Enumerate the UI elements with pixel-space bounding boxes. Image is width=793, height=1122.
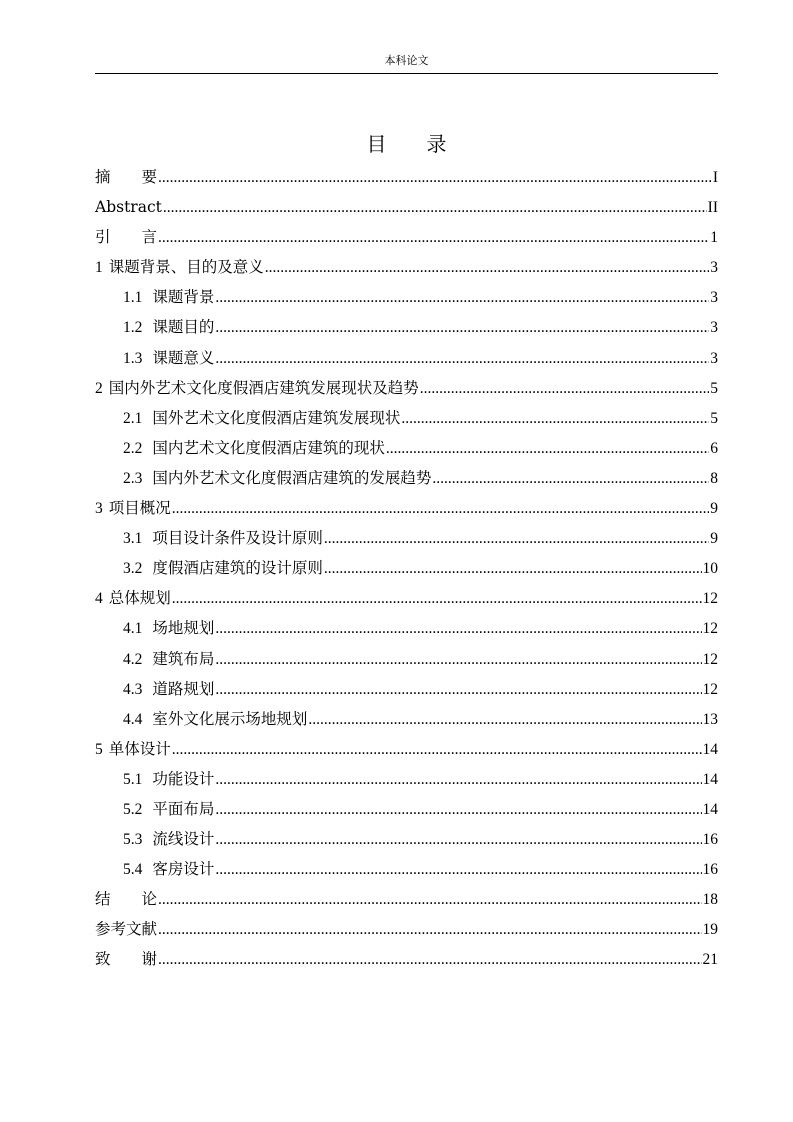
toc-entry[interactable] bbox=[95, 764, 718, 794]
toc-entry-label: 课题背景 bbox=[152, 288, 215, 307]
toc-entry-label: 场地规划 bbox=[152, 619, 215, 638]
toc-entry-label: 平面布局 bbox=[152, 799, 215, 818]
toc-entry[interactable] bbox=[95, 252, 718, 282]
toc-entry-page-number: 21 bbox=[702, 951, 718, 969]
toc-entry[interactable] bbox=[95, 312, 718, 342]
toc-entry-page-number: I bbox=[712, 169, 718, 186]
toc-entry-label: Abstract bbox=[95, 198, 162, 217]
toc-entry[interactable] bbox=[95, 433, 718, 463]
toc-entry-label: 课题目的 bbox=[152, 318, 215, 337]
toc-entry[interactable] bbox=[95, 824, 718, 854]
toc-entry-page-number: 14 bbox=[702, 800, 718, 818]
toc-entry[interactable] bbox=[95, 162, 718, 192]
toc-entry-number: 4.1 bbox=[123, 620, 143, 638]
toc-dot-leader bbox=[158, 223, 709, 253]
toc-entry-label: 国内外艺术文化度假酒店建筑的发展趋势 bbox=[152, 468, 432, 487]
toc-entry-number: 3.1 bbox=[123, 530, 143, 548]
toc-entry-number: 3 bbox=[95, 500, 103, 518]
toc-entry[interactable] bbox=[95, 734, 718, 764]
toc-entry-page-number: 1 bbox=[710, 229, 718, 247]
toc-entry-number: 5.1 bbox=[123, 770, 143, 788]
toc-entry-label: 建筑布局 bbox=[152, 649, 215, 668]
toc-entry-label: 功能设计 bbox=[152, 769, 215, 788]
toc-dot-leader bbox=[215, 855, 701, 885]
toc-entry-label: 总体规划 bbox=[108, 589, 171, 608]
toc-entry-page-number: 3 bbox=[710, 259, 718, 277]
toc-entry[interactable] bbox=[95, 854, 718, 884]
toc-dot-leader bbox=[172, 584, 702, 614]
toc-entry-label: 国外艺术文化度假酒店建筑发展现状 bbox=[152, 408, 401, 427]
toc-dot-leader bbox=[215, 645, 701, 675]
toc-dot-leader bbox=[432, 464, 709, 494]
running-header: 本科论文 bbox=[384, 54, 429, 67]
toc-entry-page-number: 3 bbox=[710, 349, 718, 367]
toc-entry-number: 4.2 bbox=[123, 650, 143, 668]
toc-entry-page-number: 14 bbox=[702, 770, 718, 788]
toc-entry[interactable] bbox=[95, 704, 718, 734]
toc-entry-page-number: 8 bbox=[710, 469, 718, 487]
toc-dot-leader bbox=[215, 614, 701, 644]
toc-entry-page-number: 12 bbox=[702, 590, 718, 608]
toc-entry[interactable] bbox=[95, 553, 718, 583]
toc-entry-label: 课题背景、目的及意义 bbox=[108, 258, 264, 277]
toc-entry-page-number: 3 bbox=[710, 319, 718, 337]
toc-entry-page-number: 9 bbox=[710, 530, 718, 548]
toc-entry-label: 课题意义 bbox=[152, 348, 215, 367]
toc-entry-label: 项目设计条件及设计原则 bbox=[152, 529, 323, 548]
toc-dot-leader bbox=[158, 915, 701, 945]
toc-dot-leader bbox=[324, 554, 702, 584]
toc-entry-number: 3.2 bbox=[123, 560, 143, 578]
toc-dot-leader bbox=[172, 494, 709, 524]
toc-entry-page-number: 5 bbox=[710, 409, 718, 427]
toc-entry-page-number: II bbox=[707, 199, 718, 217]
toc-entry-label: 摘 要 bbox=[95, 168, 158, 186]
toc-entry[interactable] bbox=[95, 373, 718, 403]
toc-entry-label: 致 谢 bbox=[95, 950, 158, 969]
toc-entry-number: 1.2 bbox=[123, 319, 143, 337]
toc-dot-leader bbox=[215, 344, 709, 374]
toc-entry-label: 室外文化展示场地规划 bbox=[152, 709, 308, 728]
toc-entry[interactable] bbox=[95, 222, 718, 252]
toc-dot-leader bbox=[163, 193, 707, 223]
toc-dot-leader bbox=[158, 163, 712, 193]
header-rule bbox=[95, 73, 718, 74]
toc-entry[interactable] bbox=[95, 583, 718, 613]
toc-entry-label: 单体设计 bbox=[108, 739, 171, 758]
toc-entry-label: 引 言 bbox=[95, 228, 158, 247]
toc-dot-leader bbox=[215, 825, 701, 855]
toc-dot-leader bbox=[215, 675, 701, 705]
toc-dot-leader bbox=[265, 253, 709, 283]
toc-dot-leader bbox=[420, 374, 709, 404]
toc-entry-label: 参考文献 bbox=[95, 920, 158, 939]
toc-entry[interactable] bbox=[95, 674, 718, 704]
toc-entry-page-number: 10 bbox=[702, 560, 718, 578]
toc-entry-page-number: 12 bbox=[702, 680, 718, 698]
toc-entry[interactable] bbox=[95, 403, 718, 433]
toc-entry-number: 5.3 bbox=[123, 831, 143, 849]
toc-title: 目 录 bbox=[366, 132, 447, 156]
table-of-contents bbox=[95, 162, 718, 975]
toc-dot-leader bbox=[215, 765, 701, 795]
toc-dot-leader bbox=[172, 735, 702, 765]
toc-entry-number: 2.2 bbox=[123, 439, 143, 457]
toc-entry-number: 1.1 bbox=[123, 289, 143, 307]
toc-entry-label: 客房设计 bbox=[152, 860, 215, 879]
toc-entry[interactable] bbox=[95, 794, 718, 824]
toc-entry-label: 项目概况 bbox=[108, 499, 171, 518]
toc-entry[interactable] bbox=[95, 493, 718, 523]
toc-entry-number: 5 bbox=[95, 740, 103, 758]
toc-entry[interactable] bbox=[95, 192, 718, 222]
toc-entry-number: 4.4 bbox=[123, 710, 143, 728]
toc-entry-label: 结 论 bbox=[95, 890, 158, 909]
toc-entry[interactable] bbox=[95, 463, 718, 493]
toc-entry[interactable] bbox=[95, 523, 718, 553]
toc-entry-label: 国内艺术文化度假酒店建筑的现状 bbox=[152, 438, 385, 457]
toc-entry-page-number: 18 bbox=[702, 891, 718, 909]
toc-entry-label: 度假酒店建筑的设计原则 bbox=[152, 559, 323, 578]
toc-entry-number: 2.1 bbox=[123, 409, 143, 427]
toc-entry-page-number: 12 bbox=[702, 650, 718, 668]
toc-entry[interactable] bbox=[95, 914, 718, 944]
toc-dot-leader bbox=[215, 313, 709, 343]
toc-entry[interactable] bbox=[95, 343, 718, 373]
toc-entry-page-number: 16 bbox=[702, 861, 718, 879]
toc-entry[interactable] bbox=[95, 644, 718, 674]
toc-entry-number: 1.3 bbox=[123, 349, 143, 367]
toc-entry-page-number: 12 bbox=[702, 620, 718, 638]
toc-dot-leader bbox=[215, 283, 709, 313]
toc-entry-number: 1 bbox=[95, 259, 103, 277]
toc-dot-leader bbox=[324, 524, 709, 554]
toc-dot-leader bbox=[215, 795, 701, 825]
toc-entry-page-number: 16 bbox=[702, 831, 718, 849]
toc-entry-number: 2 bbox=[95, 379, 103, 397]
toc-dot-leader bbox=[158, 945, 701, 975]
toc-dot-leader bbox=[308, 705, 701, 735]
toc-entry-label: 国内外艺术文化度假酒店建筑发展现状及趋势 bbox=[108, 378, 419, 397]
toc-entry-number: 4.3 bbox=[123, 680, 143, 698]
toc-entry[interactable] bbox=[95, 613, 718, 643]
toc-entry-number: 4 bbox=[95, 590, 103, 608]
toc-entry[interactable] bbox=[95, 884, 718, 914]
toc-entry[interactable] bbox=[95, 944, 718, 974]
toc-entry-page-number: 19 bbox=[702, 921, 718, 939]
toc-dot-leader bbox=[158, 885, 701, 915]
toc-entry-page-number: 3 bbox=[710, 289, 718, 307]
toc-entry-label: 道路规划 bbox=[152, 679, 215, 698]
toc-entry-page-number: 13 bbox=[702, 710, 718, 728]
toc-entry-number: 5.4 bbox=[123, 861, 143, 879]
toc-entry-number: 5.2 bbox=[123, 800, 143, 818]
toc-entry[interactable] bbox=[95, 282, 718, 312]
toc-entry-number: 2.3 bbox=[123, 469, 143, 487]
toc-entry-page-number: 9 bbox=[710, 500, 718, 518]
toc-entry-page-number: 6 bbox=[710, 439, 718, 457]
toc-entry-page-number: 5 bbox=[710, 379, 718, 397]
toc-entry-page-number: 14 bbox=[702, 740, 718, 758]
toc-dot-leader bbox=[401, 404, 709, 434]
toc-entry-label: 流线设计 bbox=[152, 830, 215, 849]
toc-dot-leader bbox=[386, 434, 709, 464]
